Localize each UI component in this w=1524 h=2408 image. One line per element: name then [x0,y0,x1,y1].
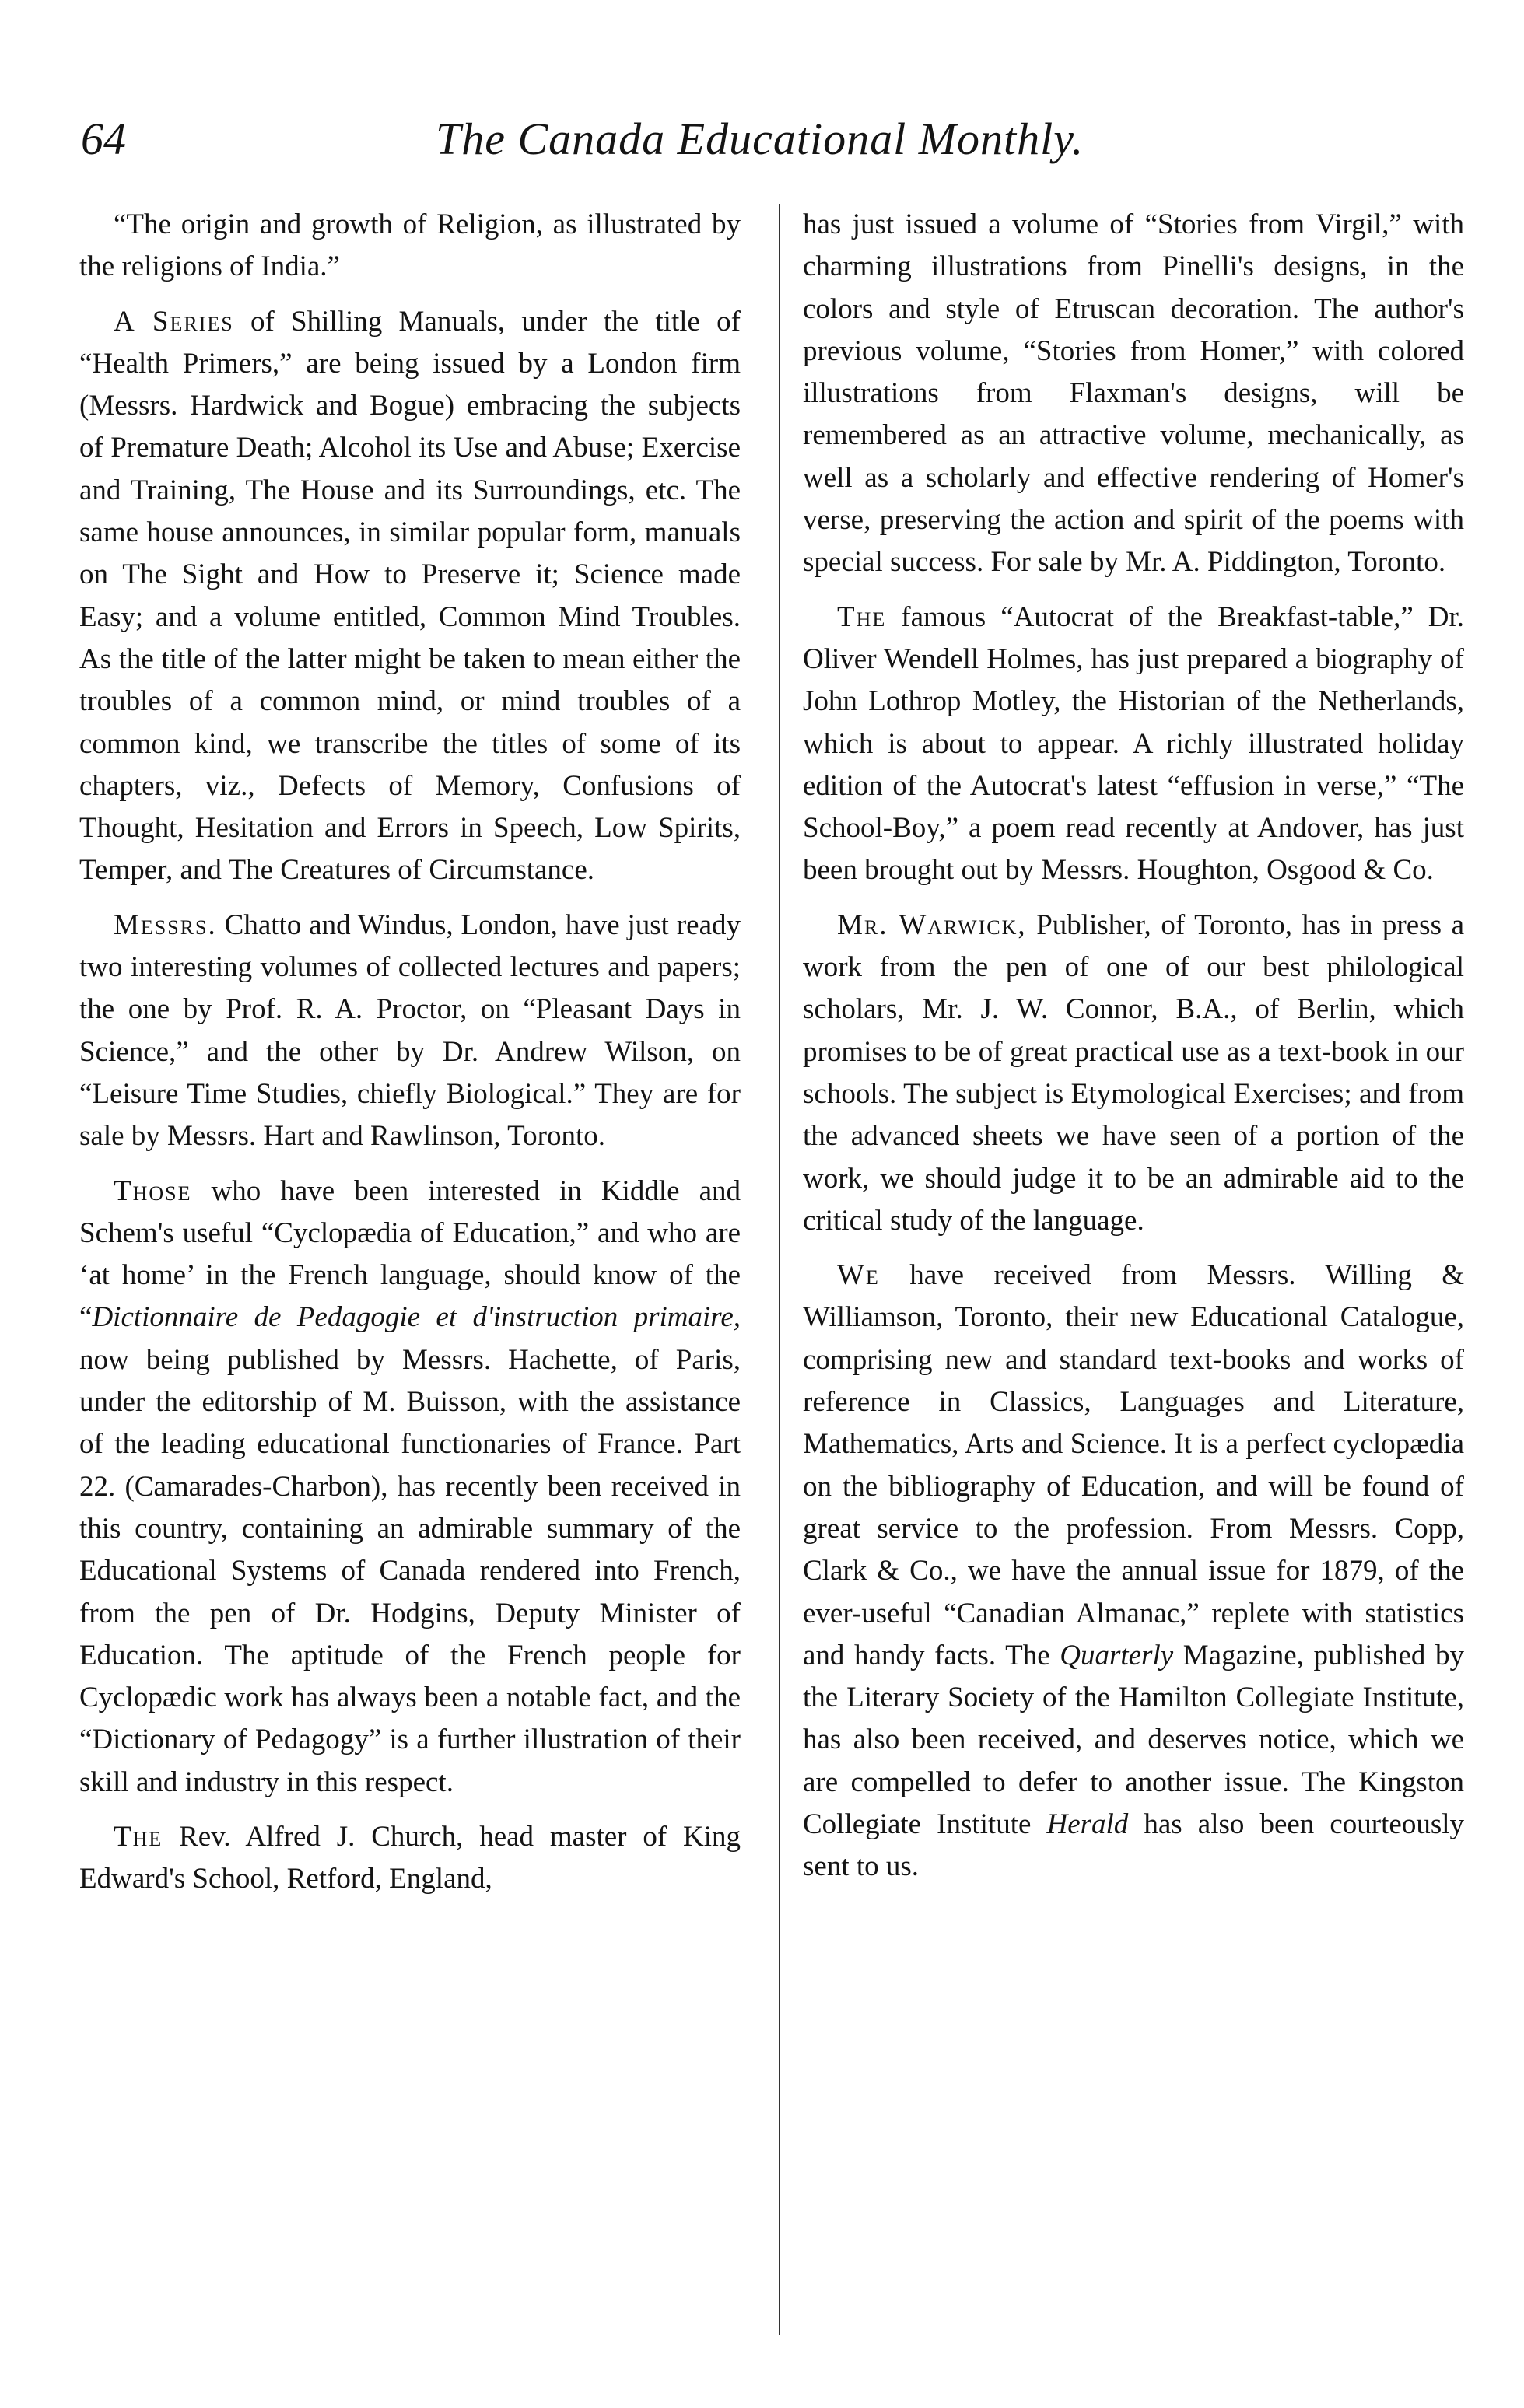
paragraph-dictionnaire [79,1171,741,1804]
paragraph-lead: We [837,1259,880,1292]
paragraph-text: Chatto and Windus, London, have just ready two interesting volumes of collected lectures and papers; the one by Prof. R. A. Proctor, on “Pleasant Days in Science,” and the other by Dr. Andrew Wilson, on “Leisure Time Studies, chiefly Biological.” They are for sale by Messrs. Hart and Rawlinson, Toronto. [79,908,741,1153]
paragraph-text: of Shilling Manuals, under the title of “Health Primers,” are being issued by a London firm (Messrs. Hardwick and Bogue) embracing the subjects of Premature Death; Alcohol its Use and Abuse; Exercise and Training, The House and its Surroundings, etc. The same house announces, in similar popular form, manuals on The Sight and How to Preserve it; Science made Easy; and a volume entitled, Common Mind Troubles. As the title of the latter might be taken to mean either the troubles of a common mind, or mind troubles of a common kind, we transcribe the titles of some of its chapters, viz., Defects of Memory, Confusions of Thought, Hesitation and Errors in Speech, Low Spirits, Temper, and The Creatures of Circumstance. [79,305,741,887]
running-title: The Canada Educational Monthly. [436,114,1084,164]
paragraph-italic: Dictionnaire de Pedagogie et d'instruction primaire, [92,1301,741,1334]
paragraph-lead: The [114,1820,163,1853]
paragraph-chatto-windus [79,905,741,1158]
paragraph-virgil: has just issued a volume of “Stories from Virgil,” with charming illustrations from Pinelli's designs, in the colors and style of Etruscan decoration. The author's previous volume, “Stories from Homer,” with colored illustrations from Flaxman's designs, will be remembered as an attractive volume, mechanically, as well as a scholarly and effective rendering of Homer's verse, preserving the action and spirit of the poems with special success. For sale by Mr. A. Piddington, Toronto. [803,208,1464,579]
paragraph-text: Magazine, published by the Literary Society of the Hamilton Collegiate Institute, has also been received, and deserves notice, which we are compelled to defer to another issue. The Kingston Collegiate Institute [803,1639,1464,1840]
paragraph-willing-williamson [803,1255,1464,1888]
paragraph-italic: Quarterly [1060,1639,1174,1671]
paragraph-lead: The [837,600,887,633]
left-column [79,204,741,1913]
paragraph-text: now being published by Messrs. Hachette, of Paris, under the editorship of M. Buisson, with the assistance of the leading educational functionaries of France. Part 22. (Camarades-Charbon), has recently been received in this country, containing an admirable summary of the Educational Systems of Canada rendered into French, from the pen of Dr. Hodgins, Deputy Minister of Education. The aptitude of the French people for Cyclopædic work has always been a notable fact, and the “Dictionary of Pedagogy” is a further illustration of their skill and industry in this respect. [79,1343,741,1798]
paragraph-text: Publisher, of Toronto, has in press a work from the pen of one of our best philological scholars, Mr. J. W. Connor, B.A., of Berlin, which promises to be of great practical use as a text-book in our schools. The subject is Etymological Exercises; and from the advanced sheets we have seen of a portion of the work, we should judge it to be an admirable aid to the critical study of the language. [803,908,1464,1237]
paragraph-health-primers [79,301,741,892]
paragraph-lead: A Series [114,305,234,338]
paragraph-lead: Messrs. [114,908,217,941]
paragraph-text: famous “Autocrat of the Breakfast-table,” Dr. Oliver Wendell Holmes, has just prepared a biography of John Lothrop Motley, the Historian of the Netherlands, which is about to appear. A richly illustrated holiday edition of the Autocrat's latest “effusion in verse,” “The School-Boy,” a poem read recently at Andover, has just been brought out by Messrs. Houghton, Osgood & Co. [803,600,1464,887]
right-column [803,204,1464,1901]
paragraph-church [79,1816,741,1901]
paragraph-text: has also been courteously sent to us. [803,1808,1464,1883]
paragraph-lead: Mr. Warwick, [837,908,1027,941]
paragraph-text: Rev. Alfred J. Church, head master of King Edward's School, Retford, England, [79,1820,741,1895]
paragraph-lead: Those [114,1174,192,1207]
paragraph-warwick [803,905,1464,1242]
page-number: 64 [81,114,126,164]
paragraph-holmes [803,597,1464,892]
paragraph-text: have received from Messrs. Willing & Williamson, Toronto, their new Educational Catalogue, comprising new and standard text-books and works of reference in Classics, Languages and Literature, Mathematics, Arts and Science. It is a perfect cyclopædia on the bibliography of Education, and will be found of great service to the profession. From Messrs. Copp, Clark & Co., we have the annual issue for 1879, of the ever-useful “Canadian Almanac,” replete with statistics and handy facts. The [803,1259,1464,1671]
paragraph-italic: Herald [1046,1808,1129,1840]
paragraph-religion-title: “The origin and growth of Religion, as illustrated by the religions of India.” [79,208,741,283]
column-divider [779,204,780,2335]
paragraph-text: who have been interested in Kiddle and Schem's useful “Cyclopædia of Education,” and who are ‘at home’ in the French language, should know of the “ [79,1174,741,1334]
